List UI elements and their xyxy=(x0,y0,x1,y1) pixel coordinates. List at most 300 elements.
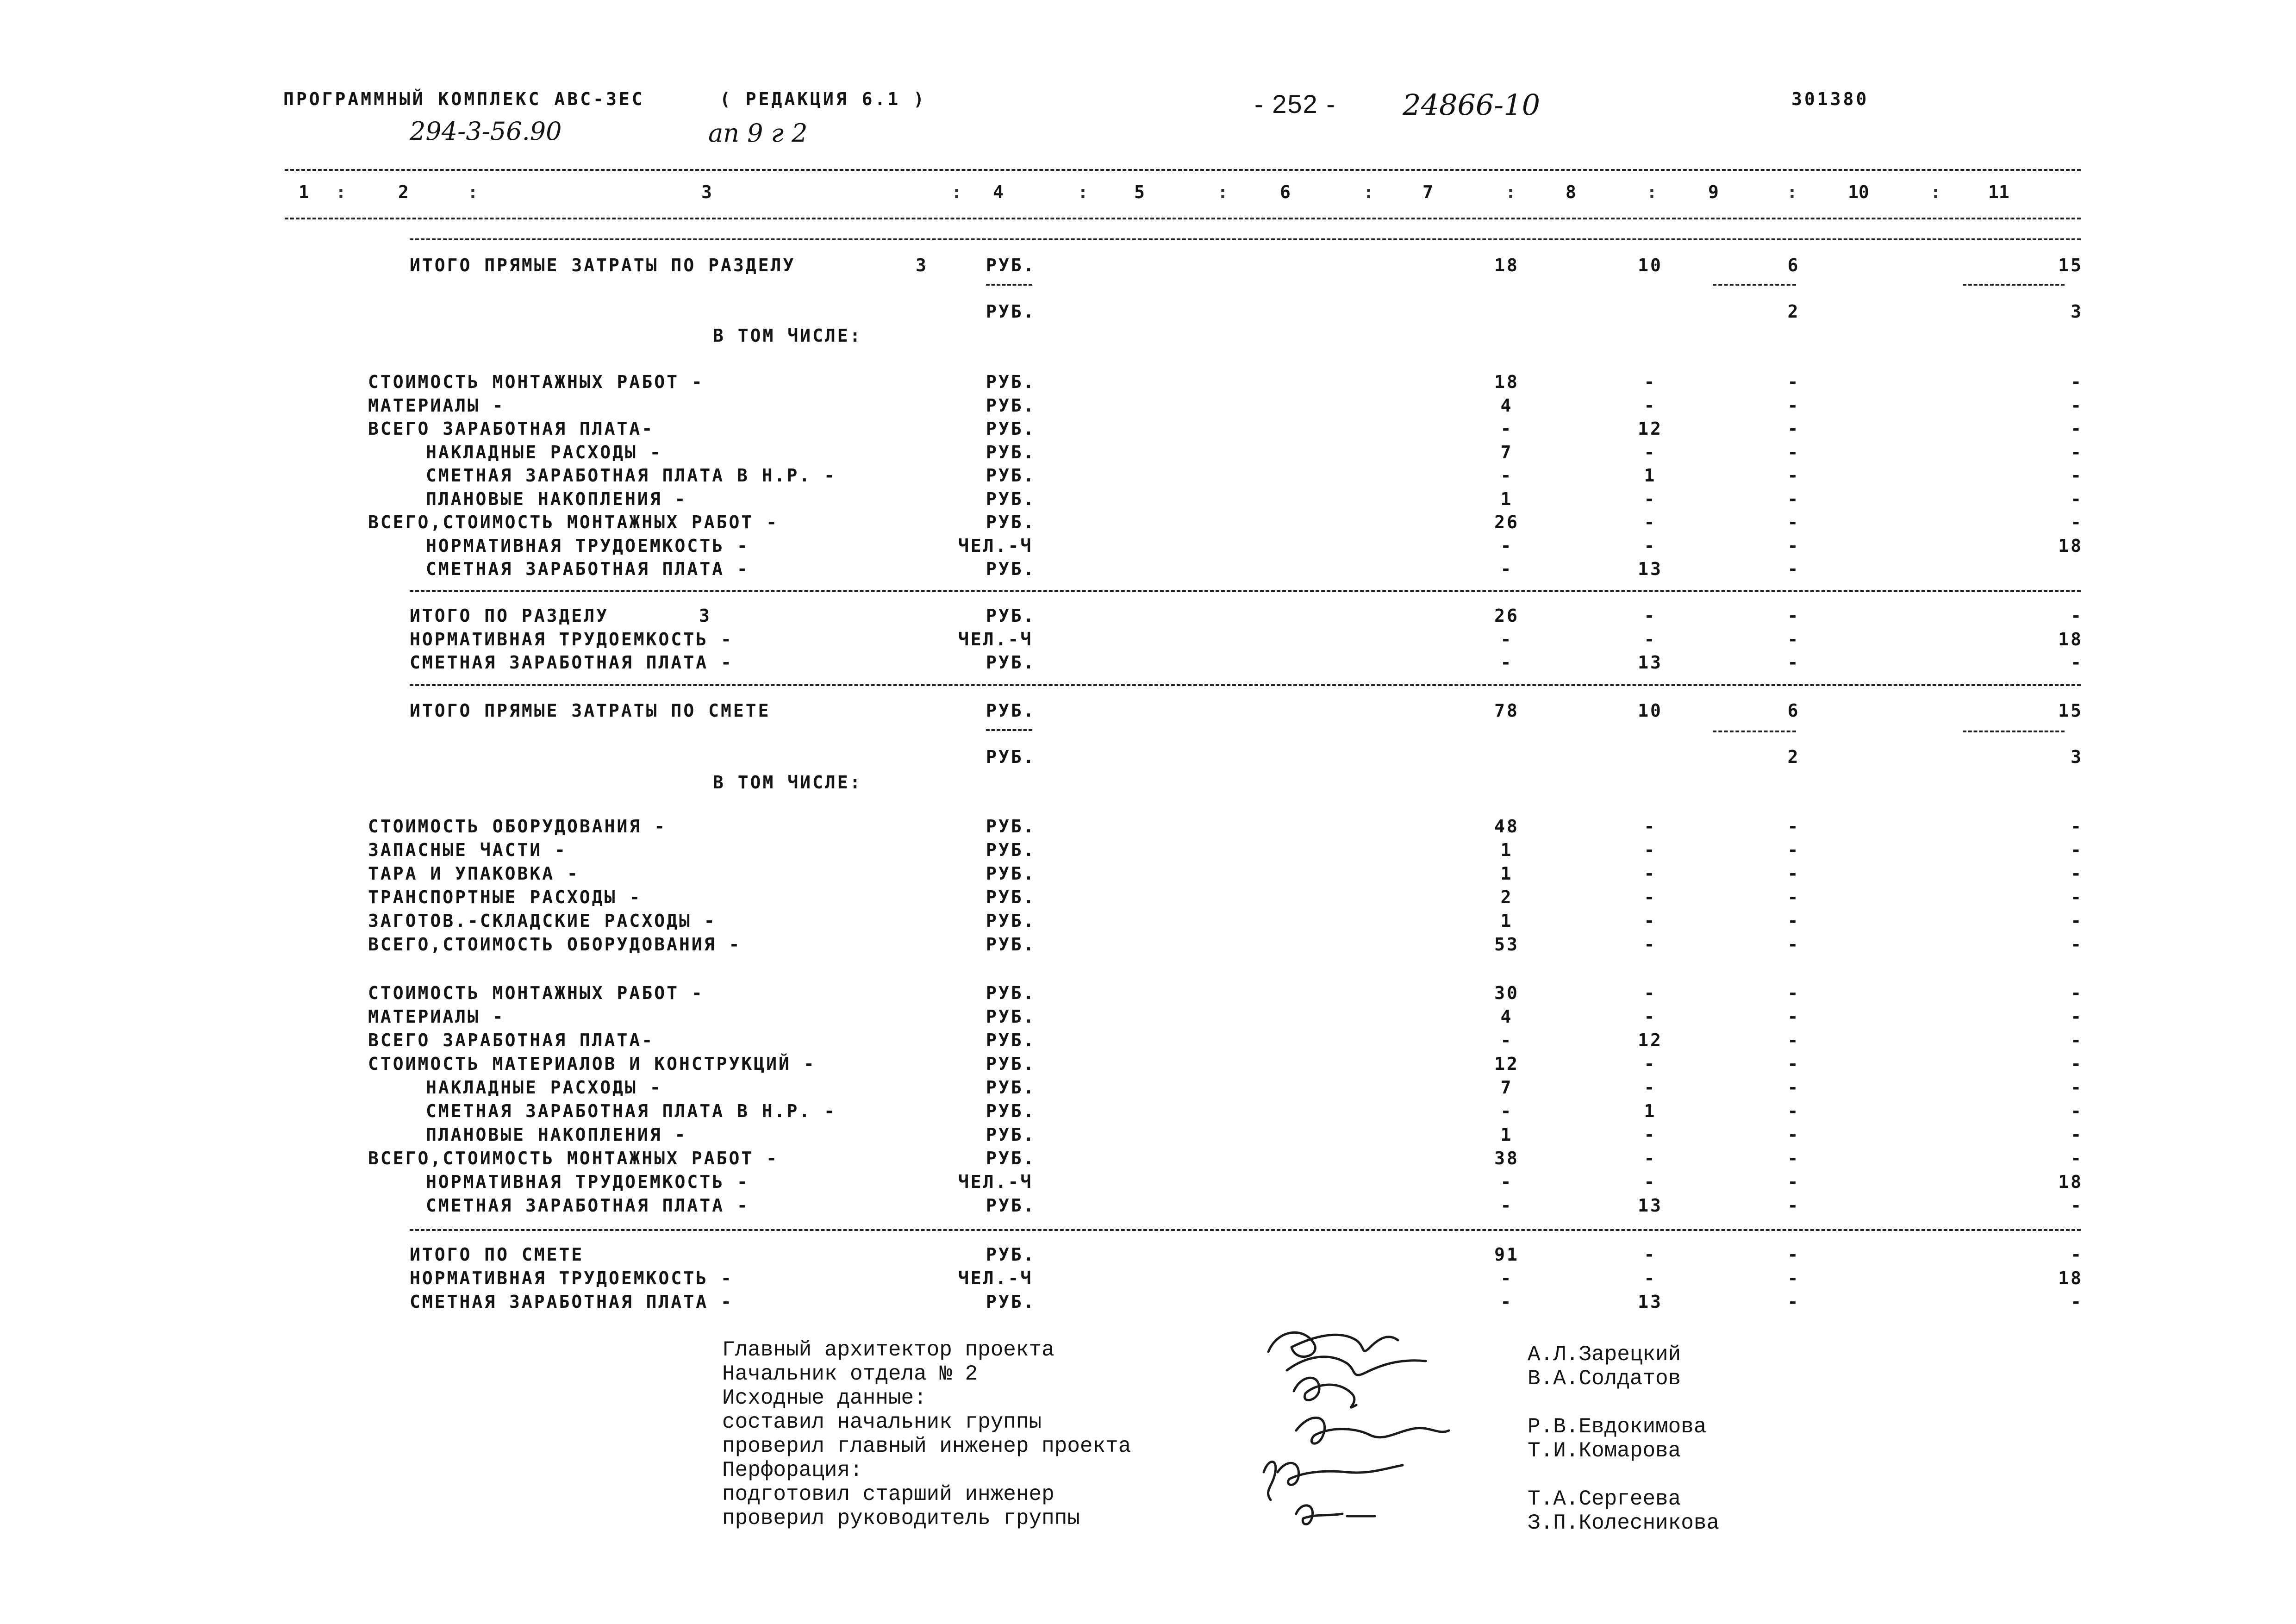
col11-value: - xyxy=(2071,465,2083,486)
row-unit: ЧЕЛ.-Ч xyxy=(958,535,1033,556)
col8-value: 13 xyxy=(1638,1292,1663,1312)
col7-value: 4 xyxy=(1500,395,1513,416)
row-label: ИТОГО ПО СМЕТЕ xyxy=(410,1244,584,1265)
col9-value: - xyxy=(1787,863,1800,884)
col11-value: 3 xyxy=(2071,747,2083,767)
col11-value: 18 xyxy=(2058,1172,2083,1192)
col9-underline xyxy=(1713,731,1796,732)
table-row xyxy=(0,1005,2296,1028)
signature-roles xyxy=(722,1338,1131,1530)
col7-value: 78 xyxy=(1494,700,1519,721)
col9-value: - xyxy=(1787,1244,1800,1265)
row-unit: РУБ. xyxy=(986,512,1036,532)
col11-value: - xyxy=(2071,887,2083,907)
col11-underline xyxy=(1963,731,2065,732)
row-label: СМЕТНАЯ ЗАРАБОТНАЯ ПЛАТА - xyxy=(410,652,733,673)
estimate-total-rule xyxy=(410,684,2081,686)
signature-name: З.П.Колесникова xyxy=(1528,1511,1720,1535)
signature-role: Главный архитектор проекта xyxy=(722,1338,1054,1362)
row-label: СМЕТНАЯ ЗАРАБОТНАЯ ПЛАТА В Н.Р. - xyxy=(426,1101,836,1121)
col8-value: 10 xyxy=(1638,255,1663,275)
col9-value: - xyxy=(1787,1292,1800,1312)
table-row xyxy=(0,557,2296,581)
column-number: 7 xyxy=(1423,182,1433,202)
col9-value: - xyxy=(1787,1124,1800,1145)
col11-value: 15 xyxy=(2058,255,2083,275)
signature-name: Т.А.Сергеева xyxy=(1528,1487,1681,1511)
column-numbers-row xyxy=(285,182,2081,205)
col11-value: - xyxy=(2071,1006,2083,1027)
column-number: 3 xyxy=(701,182,712,202)
row-unit: РУБ. xyxy=(986,1006,1036,1027)
row-label: ВСЕГО,СТОИМОСТЬ МОНТАЖНЫХ РАБОТ - xyxy=(368,512,779,532)
col11-value: - xyxy=(2071,488,2083,509)
col8-value: 1 xyxy=(1644,465,1657,486)
col7-value: 30 xyxy=(1494,983,1519,1003)
row-label: ТАРА И УПАКОВКА - xyxy=(368,863,580,884)
row-unit: РУБ. xyxy=(986,465,1036,486)
table-row xyxy=(0,1099,2296,1123)
table-row xyxy=(0,487,2296,511)
col7-value: 2 xyxy=(1500,887,1513,907)
row-unit: РУБ. xyxy=(986,1054,1036,1074)
signature-stroke xyxy=(1278,1463,1403,1485)
row-unit: РУБ. xyxy=(986,1244,1036,1265)
col11-value: - xyxy=(2071,863,2083,884)
section-number: 3 xyxy=(699,606,711,626)
col8-value: - xyxy=(1644,863,1657,884)
column-number: 11 xyxy=(1988,182,2009,202)
table-row xyxy=(0,534,2296,557)
col9-value: - xyxy=(1787,559,1800,579)
column-separator: : xyxy=(1217,182,1228,202)
row-label: СМЕТНАЯ ЗАРАБОТНАЯ ПЛАТА - xyxy=(410,1292,733,1312)
row-label: МАТЕРИАЛЫ - xyxy=(368,1006,505,1027)
col7-value: 91 xyxy=(1494,1244,1519,1265)
table-row xyxy=(0,441,2296,464)
col8-value: 13 xyxy=(1638,652,1663,673)
row-unit: РУБ. xyxy=(986,1101,1036,1121)
col8-value: - xyxy=(1644,934,1657,955)
col11-value: - xyxy=(2071,1148,2083,1168)
header-rule-top xyxy=(285,169,2081,171)
column-separator: : xyxy=(1647,182,1657,202)
col7-value: - xyxy=(1500,1101,1513,1121)
col11-value: - xyxy=(2071,840,2083,860)
col7-value: 53 xyxy=(1494,934,1519,955)
row-label: ЗАПАСНЫЕ ЧАСТИ - xyxy=(368,840,568,860)
section-result-rule xyxy=(410,590,2081,592)
col11-value: - xyxy=(2071,606,2083,626)
col9-value: - xyxy=(1787,911,1800,931)
table-row xyxy=(0,838,2296,862)
row-unit: РУБ. xyxy=(986,1292,1036,1312)
col8-value: - xyxy=(1644,395,1657,416)
handwritten-signatures xyxy=(1250,1319,1509,1560)
col9-value: - xyxy=(1787,1172,1800,1192)
row-label: СТОИМОСТЬ МОНТАЖНЫХ РАБОТ - xyxy=(368,983,704,1003)
col8-value: 12 xyxy=(1638,418,1663,439)
estimate-direct-costs-row-2 xyxy=(0,745,2296,768)
column-separator: : xyxy=(1930,182,1941,202)
signature-stroke xyxy=(1294,1378,1356,1407)
col9-value: - xyxy=(1787,606,1800,626)
table-row xyxy=(0,511,2296,534)
including-label: В ТОМ ЧИСЛЕ: xyxy=(713,772,862,793)
col9-value: - xyxy=(1787,629,1800,650)
col7-value: - xyxy=(1500,559,1513,579)
estimate-including-heading xyxy=(0,771,2296,794)
row-unit: РУБ. xyxy=(986,911,1036,931)
row-label: НОРМАТИВНАЯ ТРУДОЕМКОСТЬ - xyxy=(410,629,733,650)
col9-value: - xyxy=(1787,934,1800,955)
col11-value: 18 xyxy=(2058,629,2083,650)
col8-value: 13 xyxy=(1638,1195,1663,1216)
col9-value: - xyxy=(1787,465,1800,486)
row-unit: ЧЕЛ.-Ч xyxy=(958,1172,1033,1192)
row-unit: РУБ. xyxy=(986,559,1036,579)
col7-value: - xyxy=(1500,1268,1513,1288)
col11-value: - xyxy=(2071,1077,2083,1098)
col9-value: - xyxy=(1787,1030,1800,1050)
row-unit: РУБ. xyxy=(986,606,1036,626)
col8-value: - xyxy=(1644,442,1657,462)
col9-value: 6 xyxy=(1787,700,1800,721)
col7-value: 1 xyxy=(1500,911,1513,931)
signature-role: проверил руководитель группы xyxy=(722,1506,1080,1530)
row-label: ИТОГО ПО РАЗДЕЛУ xyxy=(410,606,609,626)
row-label: ПЛАНОВЫЕ НАКОПЛЕНИЯ - xyxy=(426,488,687,509)
col9-value: 2 xyxy=(1787,301,1800,322)
row-label: СМЕТНАЯ ЗАРАБОТНАЯ ПЛАТА В Н.Р. - xyxy=(426,465,836,486)
col11-value: - xyxy=(2071,442,2083,462)
col8-value: - xyxy=(1644,1244,1657,1265)
signature-role: составил начальник группы xyxy=(722,1410,1042,1434)
col9-value: - xyxy=(1787,816,1800,837)
row-unit: РУБ. xyxy=(986,700,1036,721)
col8-value: - xyxy=(1644,1172,1657,1192)
col7-value: 4 xyxy=(1500,1006,1513,1027)
col8-value: - xyxy=(1644,488,1657,509)
col11-value: 18 xyxy=(2058,1268,2083,1288)
col11-value: 3 xyxy=(2071,301,2083,322)
column-number: 9 xyxy=(1708,182,1719,202)
row-unit: РУБ. xyxy=(986,418,1036,439)
table-row xyxy=(0,464,2296,487)
row-unit: РУБ. xyxy=(986,652,1036,673)
col7-value: - xyxy=(1500,1195,1513,1216)
signature-role: Начальник отдела № 2 xyxy=(722,1362,978,1386)
column-separator: : xyxy=(1078,182,1088,202)
page-number: - 252 - xyxy=(1254,89,1336,119)
col7-value: 26 xyxy=(1494,512,1519,532)
table-row xyxy=(0,815,2296,838)
col7-value: - xyxy=(1500,652,1513,673)
table-row xyxy=(0,370,2296,394)
col8-value: - xyxy=(1644,1054,1657,1074)
row-label: СТОИМОСТЬ МОНТАЖНЫХ РАБОТ - xyxy=(368,372,704,392)
col7-value: 1 xyxy=(1500,863,1513,884)
col7-value: 1 xyxy=(1500,840,1513,860)
signature-role: Исходные данные: xyxy=(722,1386,927,1410)
row-label: СТОИМОСТЬ МАТЕРИАЛОВ И КОНСТРУКЦИЙ - xyxy=(368,1054,816,1074)
signature-role: Перфорация: xyxy=(722,1458,863,1482)
col9-value: 2 xyxy=(1787,747,1800,767)
col9-underline xyxy=(1713,284,1796,286)
col11-value: - xyxy=(2071,816,2083,837)
section-direct-costs-row-2 xyxy=(0,300,2296,323)
col9-value: - xyxy=(1787,512,1800,532)
column-separator: : xyxy=(951,182,962,202)
table-row xyxy=(0,1243,2296,1266)
program-edition: ( РЕДАКЦИЯ 6.1 ) xyxy=(720,89,927,109)
row-unit: РУБ. xyxy=(986,934,1036,955)
handwritten-code: 24866-10 xyxy=(1403,88,1541,122)
row-unit: ЧЕЛ.-Ч xyxy=(958,1268,1033,1288)
row-unit: РУБ. xyxy=(986,840,1036,860)
col7-value: 7 xyxy=(1500,1077,1513,1098)
col9-value: - xyxy=(1787,372,1800,392)
row-unit: РУБ. xyxy=(986,1148,1036,1168)
table-row xyxy=(0,862,2296,885)
row-unit: РУБ. xyxy=(986,301,1036,322)
header-rule-bottom xyxy=(285,218,2081,219)
column-number: 5 xyxy=(1134,182,1145,202)
col8-value: - xyxy=(1644,535,1657,556)
col11-value: - xyxy=(2071,512,2083,532)
col8-value: - xyxy=(1644,983,1657,1003)
col11-value: - xyxy=(2071,395,2083,416)
table-row xyxy=(0,886,2296,909)
row-label: ВСЕГО ЗАРАБОТНАЯ ПЛАТА- xyxy=(368,1030,655,1050)
row-unit: РУБ. xyxy=(986,1124,1036,1145)
col9-value: - xyxy=(1787,1101,1800,1121)
row-unit: РУБ. xyxy=(986,395,1036,416)
col11-value: - xyxy=(2071,934,2083,955)
row-label: ТРАНСПОРТНЫЕ РАСХОДЫ - xyxy=(368,887,642,907)
col9-value: - xyxy=(1787,1195,1800,1216)
col8-value: - xyxy=(1644,887,1657,907)
table-row xyxy=(0,604,2296,627)
column-number: 6 xyxy=(1280,182,1291,202)
col7-value: 18 xyxy=(1494,255,1519,275)
handwritten-project-code: 294-3-56.90 xyxy=(410,117,562,146)
col8-value: - xyxy=(1644,512,1657,532)
signature-name: Т.И.Комарова xyxy=(1528,1439,1681,1463)
row-label: ПЛАНОВЫЕ НАКОПЛЕНИЯ - xyxy=(426,1124,687,1145)
row-label: ЗАГОТОВ.-СКЛАДСКИЕ РАСХОДЫ - xyxy=(368,911,717,931)
col7-value: - xyxy=(1500,465,1513,486)
table-row xyxy=(0,909,2296,932)
col11-value: - xyxy=(2071,652,2083,673)
row-label: НОРМАТИВНАЯ ТРУДОЕМКОСТЬ - xyxy=(410,1268,733,1288)
row-unit: РУБ. xyxy=(986,863,1036,884)
col8-value: - xyxy=(1644,606,1657,626)
handwritten-album-code: an 9 г 2 xyxy=(708,119,808,148)
col7-value: 1 xyxy=(1500,1124,1513,1145)
table-row xyxy=(0,1267,2296,1290)
col8-value: - xyxy=(1644,816,1657,837)
signature-name: В.А.Солдатов xyxy=(1528,1367,1681,1391)
column-number: 10 xyxy=(1848,182,1869,202)
table-row xyxy=(0,628,2296,651)
col8-value: 12 xyxy=(1638,1030,1663,1050)
row-unit: РУБ. xyxy=(986,747,1036,767)
col11-value: - xyxy=(2071,1195,2083,1216)
col11-value: - xyxy=(2071,1030,2083,1050)
col8-value: - xyxy=(1644,1124,1657,1145)
row-unit: РУБ. xyxy=(986,1077,1036,1098)
row-unit: РУБ. xyxy=(986,887,1036,907)
program-name: ПРОГРАММНЫЙ КОМПЛЕКС АВС-3ЕС xyxy=(283,89,645,109)
table-row xyxy=(0,981,2296,1005)
including-label: В ТОМ ЧИСЛЕ: xyxy=(713,325,862,346)
table-row xyxy=(0,394,2296,417)
col9-value: - xyxy=(1787,1148,1800,1168)
col11-value: - xyxy=(2071,1101,2083,1121)
col11-value: - xyxy=(2071,1292,2083,1312)
col11-value: - xyxy=(2071,983,2083,1003)
signature-stroke xyxy=(1287,1357,1426,1375)
table-row xyxy=(0,1076,2296,1099)
section-direct-costs-row xyxy=(0,254,2296,277)
document-number: 301380 xyxy=(1791,89,1869,109)
col9-value: - xyxy=(1787,1077,1800,1098)
col7-value: - xyxy=(1500,1172,1513,1192)
row-unit: ЧЕЛ.-Ч xyxy=(958,629,1033,650)
col7-value: 12 xyxy=(1494,1054,1519,1074)
col7-value: 18 xyxy=(1494,372,1519,392)
row-label: НОРМАТИВНАЯ ТРУДОЕМКОСТЬ - xyxy=(426,535,749,556)
col7-value: - xyxy=(1500,418,1513,439)
column-number: 1 xyxy=(299,182,309,202)
col8-value: 10 xyxy=(1638,700,1663,721)
table-row xyxy=(0,933,2296,956)
signature-role: проверил главный инженер проекта xyxy=(722,1434,1131,1458)
row-label: НАКЛАДНЫЕ РАСХОДЫ - xyxy=(426,442,662,462)
row-label: ВСЕГО,СТОИМОСТЬ ОБОРУДОВАНИЯ - xyxy=(368,934,742,955)
row-unit: РУБ. xyxy=(986,255,1036,275)
col11-value: - xyxy=(2071,372,2083,392)
section-number: 3 xyxy=(916,255,928,275)
column-number: 8 xyxy=(1566,182,1576,202)
col8-value: - xyxy=(1644,1006,1657,1027)
col9-value: - xyxy=(1787,535,1800,556)
row-unit: РУБ. xyxy=(986,816,1036,837)
col9-value: 6 xyxy=(1787,255,1800,275)
table-row xyxy=(0,1123,2296,1146)
row-unit: РУБ. xyxy=(986,1030,1036,1050)
col9-value: - xyxy=(1787,1054,1800,1074)
col8-value: - xyxy=(1644,840,1657,860)
col11-value: - xyxy=(2071,1124,2083,1145)
unit-underline xyxy=(986,284,1032,286)
signature-stroke xyxy=(1296,1418,1449,1443)
row-unit: РУБ. xyxy=(986,442,1036,462)
table-row xyxy=(0,651,2296,674)
signature-role: подготовил старший инженер xyxy=(722,1482,1054,1506)
table-row xyxy=(0,1290,2296,1313)
column-separator: : xyxy=(1363,182,1374,202)
unit-underline xyxy=(986,729,1032,731)
col7-value: 7 xyxy=(1500,442,1513,462)
col9-value: - xyxy=(1787,983,1800,1003)
table-row xyxy=(0,1194,2296,1217)
signature-stroke xyxy=(1264,1462,1276,1500)
column-separator: : xyxy=(1505,182,1516,202)
col11-value: - xyxy=(2071,911,2083,931)
row-label: НОРМАТИВНАЯ ТРУДОЕМКОСТЬ - xyxy=(426,1172,749,1192)
signature-name: Р.В.Евдокимова xyxy=(1528,1415,1707,1439)
col11-value: - xyxy=(2071,1244,2083,1265)
table-row xyxy=(0,417,2296,440)
col9-value: - xyxy=(1787,1268,1800,1288)
col8-value: - xyxy=(1644,1077,1657,1098)
column-separator: : xyxy=(1787,182,1797,202)
col11-value: - xyxy=(2071,418,2083,439)
section-including-heading xyxy=(0,324,2296,347)
col9-value: - xyxy=(1787,442,1800,462)
col11-value: - xyxy=(2071,1054,2083,1074)
col8-value: - xyxy=(1644,1268,1657,1288)
col9-value: - xyxy=(1787,887,1800,907)
column-number: 4 xyxy=(993,182,1004,202)
row-label: НАКЛАДНЫЕ РАСХОДЫ - xyxy=(426,1077,662,1098)
row-label: МАТЕРИАЛЫ - xyxy=(368,395,505,416)
table-row xyxy=(0,1170,2296,1193)
col7-value: 26 xyxy=(1494,606,1519,626)
col8-value: - xyxy=(1644,372,1657,392)
table-row xyxy=(0,1029,2296,1052)
col9-value: - xyxy=(1787,840,1800,860)
col8-value: 13 xyxy=(1638,559,1663,579)
estimate-result-rule xyxy=(410,1229,2081,1231)
col11-value: 15 xyxy=(2058,700,2083,721)
col8-value: - xyxy=(1644,629,1657,650)
col7-value: - xyxy=(1500,629,1513,650)
row-label: ВСЕГО ЗАРАБОТНАЯ ПЛАТА- xyxy=(368,418,655,439)
row-label: ИТОГО ПРЯМЫЕ ЗАТРАТЫ ПО СМЕТЕ xyxy=(410,700,771,721)
table-row xyxy=(0,1052,2296,1075)
col9-value: - xyxy=(1787,395,1800,416)
row-unit: РУБ. xyxy=(986,1195,1036,1216)
row-label: СМЕТНАЯ ЗАРАБОТНАЯ ПЛАТА - xyxy=(426,559,749,579)
row-unit: РУБ. xyxy=(986,372,1036,392)
col9-value: - xyxy=(1787,1006,1800,1027)
signature-stroke xyxy=(1268,1332,1398,1356)
row-label: СТОИМОСТЬ ОБОРУДОВАНИЯ - xyxy=(368,816,667,837)
row-unit: РУБ. xyxy=(986,488,1036,509)
col7-value: 48 xyxy=(1494,816,1519,837)
signature-stroke xyxy=(1296,1505,1342,1524)
col7-value: - xyxy=(1500,1030,1513,1050)
col7-value: - xyxy=(1500,1292,1513,1312)
column-separator: : xyxy=(468,182,478,202)
column-separator: : xyxy=(336,182,346,202)
col7-value: 38 xyxy=(1494,1148,1519,1168)
col8-value: - xyxy=(1644,911,1657,931)
column-number: 2 xyxy=(398,182,409,202)
col8-value: 1 xyxy=(1644,1101,1657,1121)
col9-value: - xyxy=(1787,488,1800,509)
col7-value: - xyxy=(1500,535,1513,556)
col9-value: - xyxy=(1787,418,1800,439)
row-label: ИТОГО ПРЯМЫЕ ЗАТРАТЫ ПО РАЗДЕЛУ xyxy=(410,255,796,275)
col8-value: - xyxy=(1644,1148,1657,1168)
section-total-rule xyxy=(410,238,2081,240)
col9-value: - xyxy=(1787,652,1800,673)
col11-value: 18 xyxy=(2058,535,2083,556)
